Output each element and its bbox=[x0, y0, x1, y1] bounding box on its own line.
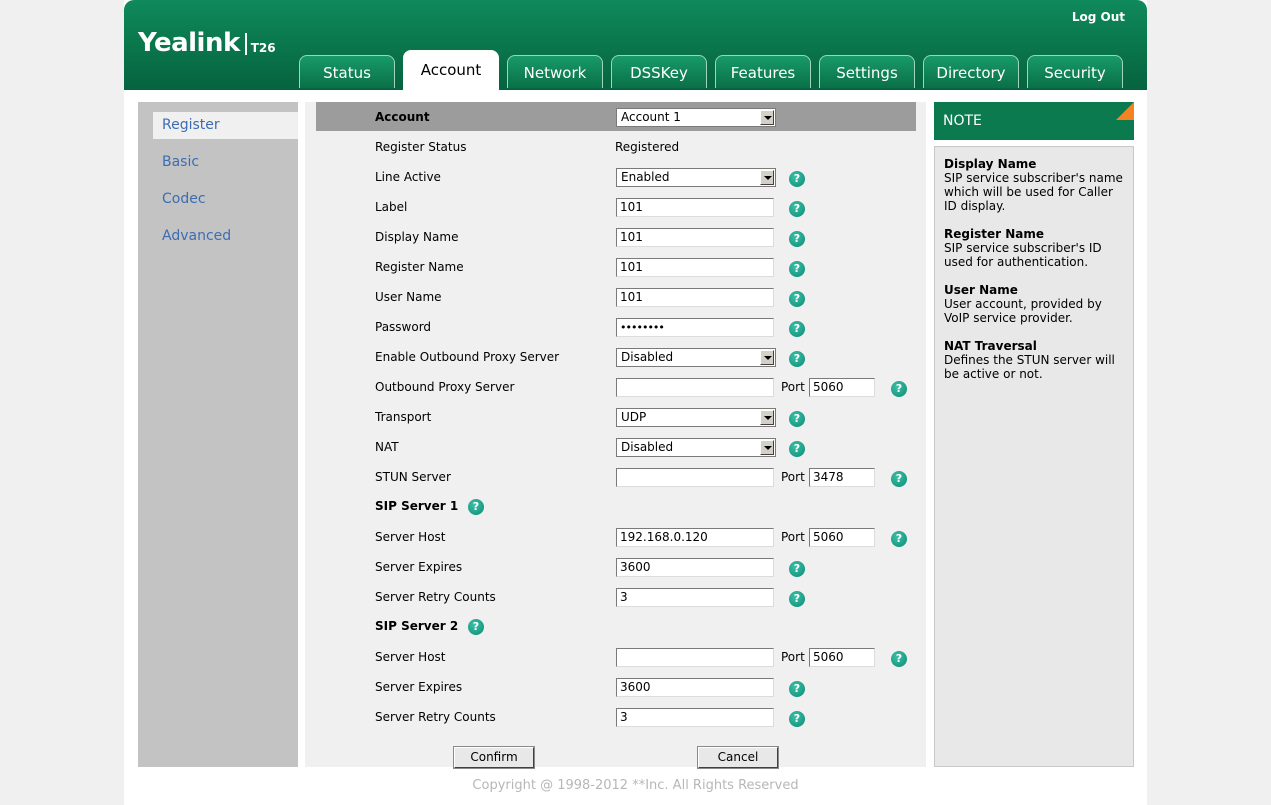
port-label: Port bbox=[781, 650, 805, 664]
nat-value: Disabled bbox=[621, 440, 674, 454]
sidebar-item-codec[interactable]: Codec bbox=[162, 191, 206, 207]
dropdown-arrow-icon[interactable] bbox=[760, 440, 774, 455]
sip2-server-host-input[interactable] bbox=[616, 648, 774, 667]
account-label: Account bbox=[375, 110, 430, 124]
help-icon[interactable]: ? bbox=[789, 201, 805, 217]
register-name-label: Register Name bbox=[375, 260, 464, 274]
help-icon[interactable]: ? bbox=[789, 261, 805, 277]
note-title: NOTE bbox=[943, 113, 982, 129]
label-input[interactable]: 101 bbox=[616, 198, 774, 217]
tab-dsskey[interactable]: DSSKey bbox=[611, 55, 707, 88]
outbound-proxy-server-label: Outbound Proxy Server bbox=[375, 380, 515, 394]
transport-value: UDP bbox=[621, 410, 647, 424]
dropdown-arrow-icon[interactable] bbox=[760, 350, 774, 365]
nat-label: NAT bbox=[375, 440, 399, 454]
outbound-proxy-enable-label: Enable Outbound Proxy Server bbox=[375, 350, 560, 364]
brand-name: Yealink bbox=[138, 28, 240, 58]
help-icon[interactable]: ? bbox=[789, 321, 805, 337]
sip1-retry-counts-input[interactable]: 3 bbox=[616, 588, 774, 607]
line-active-value: Enabled bbox=[621, 170, 670, 184]
sidebar bbox=[138, 102, 298, 767]
help-icon[interactable]: ? bbox=[789, 441, 805, 457]
transport-label: Transport bbox=[375, 410, 432, 424]
line-active-label: Line Active bbox=[375, 170, 441, 184]
yealink-logo bbox=[138, 28, 276, 58]
dropdown-arrow-icon[interactable] bbox=[760, 410, 774, 425]
sip-server-2-heading: SIP Server 2 bbox=[375, 619, 459, 633]
sip2-server-host-label: Server Host bbox=[375, 650, 446, 664]
help-icon[interactable]: ? bbox=[789, 591, 805, 607]
note-item bbox=[944, 283, 1129, 325]
outbound-proxy-enable-select[interactable] bbox=[616, 348, 776, 367]
dropdown-arrow-icon[interactable] bbox=[760, 170, 774, 185]
port-label: Port bbox=[781, 470, 805, 484]
help-icon[interactable]: ? bbox=[789, 711, 805, 727]
help-icon[interactable]: ? bbox=[891, 531, 907, 547]
tab-settings[interactable]: Settings bbox=[819, 55, 915, 88]
dropdown-arrow-icon[interactable] bbox=[760, 110, 774, 125]
help-icon[interactable]: ? bbox=[789, 231, 805, 247]
display-name-label: Display Name bbox=[375, 230, 459, 244]
sip1-server-expires-input[interactable]: 3600 bbox=[616, 558, 774, 577]
outbound-proxy-server-input[interactable] bbox=[616, 378, 774, 397]
cancel-button[interactable]: Cancel bbox=[698, 747, 778, 768]
help-icon[interactable]: ? bbox=[468, 499, 484, 515]
help-icon[interactable]: ? bbox=[468, 619, 484, 635]
note-item bbox=[944, 157, 1129, 213]
help-icon[interactable]: ? bbox=[789, 561, 805, 577]
password-input[interactable]: •••••••• bbox=[616, 318, 774, 337]
note-heading: Display Name bbox=[944, 157, 1037, 171]
register-name-input[interactable]: 101 bbox=[616, 258, 774, 277]
stun-server-label: STUN Server bbox=[375, 470, 451, 484]
sip2-retry-counts-input[interactable]: 3 bbox=[616, 708, 774, 727]
help-icon[interactable]: ? bbox=[789, 291, 805, 307]
label-label: Label bbox=[375, 200, 408, 214]
help-icon[interactable]: ? bbox=[891, 471, 907, 487]
note-heading: User Name bbox=[944, 283, 1018, 297]
register-status-label: Register Status bbox=[375, 140, 467, 154]
sip2-server-expires-input[interactable]: 3600 bbox=[616, 678, 774, 697]
display-name-input[interactable]: 101 bbox=[616, 228, 774, 247]
note-text: User account, provided by VoIP service provider. bbox=[944, 297, 1102, 325]
transport-select[interactable] bbox=[616, 408, 776, 427]
outbound-proxy-enable-value: Disabled bbox=[621, 350, 674, 364]
note-text: SIP service subscriber's ID used for authentication. bbox=[944, 241, 1102, 269]
logout-link[interactable]: Log Out bbox=[1071, 10, 1125, 24]
help-icon[interactable]: ? bbox=[789, 411, 805, 427]
copyright-footer: Copyright @ 1998-2012 **Inc. All Rights Reserved bbox=[472, 778, 799, 793]
register-status-value: Registered bbox=[615, 140, 680, 154]
tab-account[interactable]: Account bbox=[403, 50, 499, 90]
account-select-value: Account 1 bbox=[621, 110, 681, 124]
note-header bbox=[934, 102, 1134, 140]
tab-directory[interactable]: Directory bbox=[923, 55, 1019, 88]
sidebar-item-basic[interactable]: Basic bbox=[162, 154, 200, 170]
sip1-port-input[interactable]: 5060 bbox=[809, 528, 875, 547]
nat-select[interactable] bbox=[616, 438, 776, 457]
sip1-retry-counts-label: Server Retry Counts bbox=[375, 590, 496, 604]
sip1-server-host-input[interactable]: 192.168.0.120 bbox=[616, 528, 774, 547]
port-label: Port bbox=[781, 380, 805, 394]
confirm-button[interactable]: Confirm bbox=[454, 747, 534, 768]
help-icon[interactable]: ? bbox=[891, 381, 907, 397]
tab-security[interactable]: Security bbox=[1027, 55, 1123, 88]
tab-features[interactable]: Features bbox=[715, 55, 811, 88]
folded-corner-icon bbox=[1116, 102, 1134, 120]
port-label: Port bbox=[781, 530, 805, 544]
sidebar-item-advanced[interactable]: Advanced bbox=[162, 228, 232, 244]
help-icon[interactable]: ? bbox=[789, 171, 805, 187]
sidebar-item-register[interactable]: Register bbox=[153, 112, 298, 139]
line-active-select[interactable] bbox=[616, 168, 776, 187]
sip2-retry-counts-label: Server Retry Counts bbox=[375, 710, 496, 724]
sip-server-1-heading: SIP Server 1 bbox=[375, 499, 459, 513]
password-label: Password bbox=[375, 320, 432, 334]
note-panel bbox=[934, 146, 1134, 767]
sip2-server-expires-label: Server Expires bbox=[375, 680, 463, 694]
stun-server-input[interactable] bbox=[616, 468, 774, 487]
note-item bbox=[944, 339, 1129, 381]
help-icon[interactable]: ? bbox=[891, 651, 907, 667]
tab-network[interactable]: Network bbox=[507, 55, 603, 88]
stun-port-input[interactable]: 3478 bbox=[809, 468, 875, 487]
note-text: SIP service subscriber's name which will be used for Caller ID display. bbox=[944, 171, 1123, 213]
account-select[interactable] bbox=[616, 108, 776, 127]
logo-divider bbox=[245, 33, 247, 55]
header-bar bbox=[124, 0, 1147, 90]
note-item bbox=[944, 227, 1129, 269]
help-icon[interactable]: ? bbox=[789, 681, 805, 697]
help-icon[interactable]: ? bbox=[789, 351, 805, 367]
outbound-proxy-port-input[interactable]: 5060 bbox=[809, 378, 875, 397]
model-name: T26 bbox=[250, 41, 276, 55]
sip1-server-expires-label: Server Expires bbox=[375, 560, 463, 574]
tab-status[interactable]: Status bbox=[299, 55, 395, 88]
sip2-port-input[interactable]: 5060 bbox=[809, 648, 875, 667]
note-text: Defines the STUN server will be active or not. bbox=[944, 353, 1115, 381]
sip1-server-host-label: Server Host bbox=[375, 530, 446, 544]
note-heading: Register Name bbox=[944, 227, 1044, 241]
note-heading: NAT Traversal bbox=[944, 339, 1037, 353]
user-name-input[interactable]: 101 bbox=[616, 288, 774, 307]
user-name-label: User Name bbox=[375, 290, 442, 304]
